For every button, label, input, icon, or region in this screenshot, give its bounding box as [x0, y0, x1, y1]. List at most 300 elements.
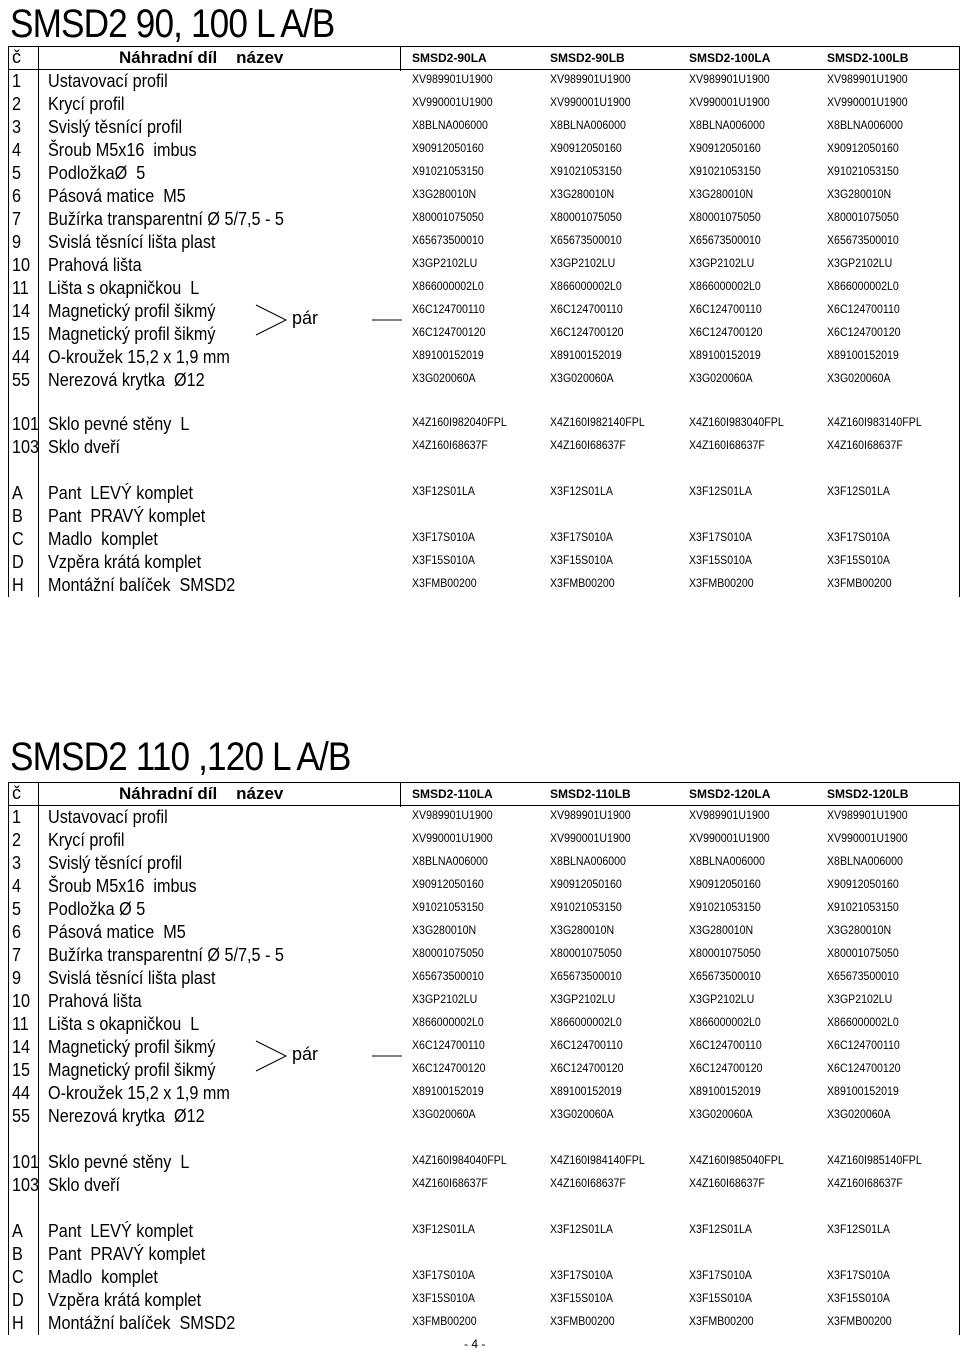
part-name: Krycí profil — [48, 830, 125, 850]
pair-bracket-icon — [254, 1038, 404, 1084]
part-code: XV990001U1900 — [412, 833, 493, 845]
table-header — [9, 783, 959, 806]
part-name: Pant LEVÝ komplet — [48, 483, 193, 503]
table-row — [9, 551, 959, 574]
part-code: X4Z160I68637F — [689, 440, 765, 452]
part-code: X91021053150 — [689, 166, 761, 178]
part-code: X80001075050 — [689, 212, 761, 224]
part-name: Krycí profil — [48, 94, 125, 114]
part-code: X3G020060A — [412, 1109, 476, 1121]
part-code: X89100152019 — [412, 350, 484, 362]
table-row — [9, 346, 959, 369]
part-code: X4Z160I984140FPL — [550, 1155, 645, 1167]
part-code: X65673500010 — [412, 971, 484, 983]
header-number-label: č — [12, 47, 21, 67]
part-code: X3F12S01LA — [689, 1224, 752, 1236]
table-row — [9, 277, 959, 300]
table-row — [9, 185, 959, 208]
part-name: Pásová matice M5 — [48, 186, 186, 206]
part-code: X8BLNA006000 — [827, 120, 903, 132]
part-code: X3G020060A — [550, 373, 614, 385]
part-code: XV989901U1900 — [412, 810, 493, 822]
part-code: X3G280010N — [827, 189, 892, 201]
part-number: 14 — [12, 1037, 31, 1057]
part-code: X6C124700120 — [689, 1063, 763, 1075]
part-code: X8BLNA006000 — [412, 856, 488, 868]
table-row — [9, 1220, 959, 1243]
part-code: X3F17S010A — [550, 532, 613, 544]
part-code: X3F15S010A — [689, 1293, 752, 1305]
part-code: X6C124700110 — [412, 304, 485, 316]
part-code: X3FMB00200 — [689, 1316, 754, 1328]
table-row — [9, 70, 959, 93]
part-name: Pásová matice M5 — [48, 922, 186, 942]
part-code: X3G020060A — [689, 1109, 753, 1121]
part-code: X4Z160I982040FPL — [412, 417, 507, 429]
part-name: Pant PRAVÝ komplet — [48, 1244, 206, 1264]
part-code: X91021053150 — [550, 166, 622, 178]
table-row — [9, 254, 959, 277]
part-code: X65673500010 — [412, 235, 484, 247]
part-code: X3F15S010A — [550, 1293, 613, 1305]
part-code: X6C124700120 — [412, 327, 486, 339]
table-row — [9, 1013, 959, 1036]
header-part-name-label: Náhradní díl název — [119, 784, 284, 803]
part-name: PodložkaØ 5 — [48, 163, 146, 183]
part-code: X3F17S010A — [689, 532, 752, 544]
part-code: X3FMB00200 — [689, 578, 754, 590]
part-code: X80001075050 — [550, 948, 622, 960]
part-code: X6C124700120 — [550, 1063, 624, 1075]
part-number: 44 — [12, 1083, 31, 1103]
part-code: X3GP2102LU — [689, 994, 755, 1006]
header-model-column: SMSD2-120LA — [689, 787, 771, 801]
part-code: X3GP2102LU — [550, 994, 616, 1006]
part-code: XV990001U1900 — [550, 97, 631, 109]
part-name: Sklo pevné stěny L — [48, 414, 190, 434]
part-code: X3G280010N — [412, 189, 477, 201]
part-name: Bužírka transparentní Ø 5/7,5 - 5 — [48, 209, 284, 229]
part-name: Prahová lišta — [48, 255, 142, 275]
part-name: Prahová lišta — [48, 991, 142, 1011]
part-code: X4Z160I984040FPL — [412, 1155, 507, 1167]
part-name: Svislá těsnící lišta plast — [48, 232, 216, 252]
part-number: 55 — [12, 1106, 31, 1126]
table-row — [9, 1312, 959, 1335]
part-code: X3F15S010A — [412, 555, 475, 567]
part-name: Magnetický profil šikmý — [48, 1060, 216, 1080]
part-code: X6C124700110 — [827, 304, 900, 316]
part-code: X3F12S01LA — [689, 486, 752, 498]
header-part-name-label: Náhradní díl název — [119, 48, 284, 67]
part-number: 5 — [12, 163, 22, 183]
part-code: X4Z160I68637F — [550, 1178, 626, 1190]
part-number: H — [12, 575, 24, 595]
part-name: Magnetický profil šikmý — [48, 1037, 216, 1057]
part-name: Sklo dveří — [48, 437, 121, 457]
part-code: X3F15S010A — [689, 555, 752, 567]
table-row — [9, 162, 959, 185]
part-name: Ustavovací profil — [48, 807, 168, 827]
part-code: X3F12S01LA — [827, 486, 890, 498]
part-code: X80001075050 — [689, 948, 761, 960]
part-code: X3G280010N — [689, 925, 754, 937]
table-row — [9, 323, 959, 346]
part-code: X90912050160 — [550, 143, 622, 155]
part-code: X866000002L0 — [550, 1017, 622, 1029]
part-number: 10 — [12, 991, 31, 1011]
part-code: X90912050160 — [689, 143, 761, 155]
part-code: X6C124700110 — [550, 1040, 623, 1052]
part-name: Pant LEVÝ komplet — [48, 1221, 193, 1241]
part-code: X65673500010 — [550, 971, 622, 983]
part-code: X6C124700110 — [689, 304, 762, 316]
part-code: X3FMB00200 — [827, 1316, 892, 1328]
part-name: Magnetický profil šikmý — [48, 301, 216, 321]
table-row — [9, 231, 959, 254]
part-code: X80001075050 — [827, 948, 899, 960]
table-row — [9, 116, 959, 139]
part-name: Vzpěra krátá komplet — [48, 552, 202, 572]
part-code: X4Z160I68637F — [827, 1178, 903, 1190]
table-row — [9, 1059, 959, 1082]
part-code: X90912050160 — [412, 879, 484, 891]
part-number: 7 — [12, 945, 22, 965]
part-code: X4Z160I983140FPL — [827, 417, 922, 429]
part-code: X8BLNA006000 — [689, 856, 765, 868]
part-code: X4Z160I983040FPL — [689, 417, 784, 429]
part-code: X91021053150 — [827, 166, 899, 178]
part-code: X3F15S010A — [827, 555, 890, 567]
part-code: X3G020060A — [827, 373, 891, 385]
page-number: - 4 - — [464, 1337, 486, 1351]
part-number: 5 — [12, 899, 22, 919]
part-number: 15 — [12, 324, 31, 344]
part-code: X91021053150 — [827, 902, 899, 914]
part-code: X3F17S010A — [412, 532, 475, 544]
part-code: XV989901U1900 — [689, 74, 770, 86]
table-row — [9, 829, 959, 852]
part-code: X65673500010 — [550, 235, 622, 247]
part-code: X90912050160 — [412, 143, 484, 155]
part-number: B — [12, 506, 23, 526]
part-code: X80001075050 — [550, 212, 622, 224]
part-number: 11 — [12, 1014, 29, 1034]
header-model-column: SMSD2-100LA — [689, 51, 771, 65]
part-name: O-kroužek 15,2 x 1,9 mm — [48, 1083, 230, 1103]
part-number: 101 — [12, 414, 40, 434]
pair-label: pár — [292, 308, 319, 328]
part-code: X4Z160I68637F — [550, 440, 626, 452]
part-name: Ustavovací profil — [48, 71, 168, 91]
part-code: X4Z160I985040FPL — [689, 1155, 784, 1167]
part-name: Sklo pevné stěny L — [48, 1152, 190, 1172]
table-row — [9, 898, 959, 921]
part-code: X3FMB00200 — [550, 1316, 615, 1328]
part-number: 101 — [12, 1152, 40, 1172]
part-code: XV989901U1900 — [412, 74, 493, 86]
part-code: X3F12S01LA — [412, 1224, 475, 1236]
part-number: 3 — [12, 117, 22, 137]
part-code: X866000002L0 — [689, 1017, 761, 1029]
table-row — [9, 139, 959, 162]
table-row — [9, 369, 959, 392]
part-code: X3F17S010A — [827, 532, 890, 544]
table-row — [9, 875, 959, 898]
part-code: XV990001U1900 — [550, 833, 631, 845]
part-code: X6C124700120 — [550, 327, 624, 339]
table-row — [9, 967, 959, 990]
part-number: H — [12, 1313, 24, 1333]
part-code: X6C124700120 — [689, 327, 763, 339]
table-row — [9, 1151, 959, 1174]
part-code: X90912050160 — [827, 879, 899, 891]
part-code: X89100152019 — [550, 350, 622, 362]
part-number: 44 — [12, 347, 31, 367]
part-number: 11 — [12, 278, 29, 298]
part-code: X4Z160I985140FPL — [827, 1155, 922, 1167]
table-row — [9, 1289, 959, 1312]
part-code: X3F12S01LA — [827, 1224, 890, 1236]
table-row — [9, 208, 959, 231]
part-code: X91021053150 — [550, 902, 622, 914]
part-code: X65673500010 — [689, 235, 761, 247]
part-code: X89100152019 — [689, 1086, 761, 1098]
table-row — [9, 921, 959, 944]
table-row — [9, 944, 959, 967]
part-code: X89100152019 — [689, 350, 761, 362]
part-code: X3FMB00200 — [412, 578, 477, 590]
table-row — [9, 528, 959, 551]
part-code: X90912050160 — [550, 879, 622, 891]
part-code: X3G020060A — [689, 373, 753, 385]
part-code: X3GP2102LU — [827, 994, 893, 1006]
part-code: X3FMB00200 — [412, 1316, 477, 1328]
part-code: X8BLNA006000 — [827, 856, 903, 868]
part-number: 2 — [12, 830, 22, 850]
part-number: 4 — [12, 140, 22, 160]
section-title: SMSD2 90, 100 L A/B — [10, 2, 335, 46]
part-code: X3GP2102LU — [412, 258, 478, 270]
part-code: X80001075050 — [412, 212, 484, 224]
part-code: X91021053150 — [412, 902, 484, 914]
part-number: 3 — [12, 853, 22, 873]
part-name: Lišta s okapničkou L — [48, 1014, 200, 1034]
table-row — [9, 93, 959, 116]
part-name: Svislá těsnící lišta plast — [48, 968, 216, 988]
part-code: XV989901U1900 — [689, 810, 770, 822]
part-code: X3F15S010A — [550, 555, 613, 567]
header-number-label: č — [12, 783, 21, 803]
part-number: 9 — [12, 232, 22, 252]
part-code: X3G280010N — [550, 925, 615, 937]
table-row — [9, 300, 959, 323]
table-row — [9, 852, 959, 875]
part-code: X6C124700120 — [827, 1063, 901, 1075]
part-code: X4Z160I68637F — [827, 440, 903, 452]
part-code: XV990001U1900 — [689, 833, 770, 845]
part-code: XV989901U1900 — [550, 74, 631, 86]
part-code: X8BLNA006000 — [689, 120, 765, 132]
part-code: X6C124700110 — [689, 1040, 762, 1052]
header-model-column: SMSD2-110LA — [412, 787, 493, 801]
part-number: 2 — [12, 94, 22, 114]
part-number: B — [12, 1244, 23, 1264]
part-name: Montážní balíček SMSD2 — [48, 1313, 236, 1333]
part-number: 9 — [12, 968, 22, 988]
part-number: D — [12, 1290, 24, 1310]
part-code: XV990001U1900 — [689, 97, 770, 109]
table-header — [9, 47, 959, 70]
part-code: X6C124700110 — [550, 304, 623, 316]
parts-table — [8, 46, 960, 597]
part-code: X3G280010N — [412, 925, 477, 937]
part-name: O-kroužek 15,2 x 1,9 mm — [48, 347, 230, 367]
part-name: Šroub M5x16 imbus — [48, 140, 197, 160]
part-number: 4 — [12, 876, 22, 896]
part-name: Nerezová krytka Ø12 — [48, 370, 205, 390]
part-code: X3G020060A — [550, 1109, 614, 1121]
part-code: X8BLNA006000 — [550, 120, 626, 132]
part-number: 1 — [12, 807, 22, 827]
header-model-column: SMSD2-90LB — [550, 51, 625, 65]
part-number: 14 — [12, 301, 31, 321]
table-row — [9, 413, 959, 436]
part-number: 103 — [12, 1175, 40, 1195]
part-code: X89100152019 — [827, 350, 899, 362]
part-code: X90912050160 — [689, 879, 761, 891]
part-number: A — [12, 1221, 23, 1241]
part-code: X65673500010 — [827, 971, 899, 983]
part-name: Magnetický profil šikmý — [48, 324, 216, 344]
table-row — [9, 574, 959, 597]
part-code: X3F17S010A — [827, 1270, 890, 1282]
part-code: X4Z160I982140FPL — [550, 417, 645, 429]
part-code: X89100152019 — [550, 1086, 622, 1098]
part-code: X866000002L0 — [827, 281, 899, 293]
table-row — [9, 1036, 959, 1059]
part-name: Madlo komplet — [48, 529, 158, 549]
part-code: X6C124700120 — [827, 327, 901, 339]
part-code: X3GP2102LU — [550, 258, 616, 270]
part-code: X90912050160 — [827, 143, 899, 155]
part-name: Šroub M5x16 imbus — [48, 876, 197, 896]
part-code: X866000002L0 — [689, 281, 761, 293]
part-code: X3F17S010A — [550, 1270, 613, 1282]
part-code: X3F15S010A — [827, 1293, 890, 1305]
part-code: X866000002L0 — [412, 281, 484, 293]
part-code: X80001075050 — [412, 948, 484, 960]
part-code: X3GP2102LU — [412, 994, 478, 1006]
part-name: Vzpěra krátá komplet — [48, 1290, 202, 1310]
part-code: X866000002L0 — [412, 1017, 484, 1029]
part-code: X8BLNA006000 — [550, 856, 626, 868]
part-number: 6 — [12, 186, 22, 206]
part-name: Svislý těsnící profil — [48, 853, 183, 873]
part-code: X4Z160I68637F — [412, 1178, 488, 1190]
part-code: X3F12S01LA — [550, 486, 613, 498]
part-code: X6C124700120 — [412, 1063, 486, 1075]
table-row — [9, 482, 959, 505]
part-name: Lišta s okapničkou L — [48, 278, 200, 298]
part-number: 10 — [12, 255, 31, 275]
part-code: X65673500010 — [827, 235, 899, 247]
part-code: XV989901U1900 — [827, 810, 908, 822]
part-code: X6C124700110 — [827, 1040, 900, 1052]
part-code: X866000002L0 — [550, 281, 622, 293]
part-code: X65673500010 — [689, 971, 761, 983]
table-row — [9, 436, 959, 459]
part-name: Podložka Ø 5 — [48, 899, 146, 919]
part-code: X89100152019 — [827, 1086, 899, 1098]
part-code: X3F12S01LA — [550, 1224, 613, 1236]
part-number: C — [12, 1267, 24, 1287]
part-code: X3F17S010A — [412, 1270, 475, 1282]
part-code: X3F15S010A — [412, 1293, 475, 1305]
pair-label: pár — [292, 1044, 319, 1064]
part-code: XV989901U1900 — [827, 74, 908, 86]
part-code: X4Z160I68637F — [412, 440, 488, 452]
part-code: X6C124700110 — [412, 1040, 485, 1052]
parts-table — [8, 782, 960, 1335]
header-model-column: SMSD2-120LB — [827, 787, 909, 801]
part-code: X3FMB00200 — [827, 578, 892, 590]
section-title: SMSD2 110 ,120 L A/B — [10, 735, 351, 779]
part-name: Nerezová krytka Ø12 — [48, 1106, 205, 1126]
part-code: X3G020060A — [827, 1109, 891, 1121]
table-row — [9, 1082, 959, 1105]
table-row — [9, 1266, 959, 1289]
part-number: 6 — [12, 922, 22, 942]
table-row — [9, 1174, 959, 1197]
header-model-column: SMSD2-90LA — [412, 51, 487, 65]
part-number: A — [12, 483, 23, 503]
table-row — [9, 1243, 959, 1266]
part-number: 15 — [12, 1060, 31, 1080]
part-code: X3FMB00200 — [550, 578, 615, 590]
part-code: X91021053150 — [689, 902, 761, 914]
header-model-column: SMSD2-110LB — [550, 787, 631, 801]
part-number: D — [12, 552, 24, 572]
part-code: X89100152019 — [412, 1086, 484, 1098]
part-name: Pant PRAVÝ komplet — [48, 506, 206, 526]
part-code: X3F17S010A — [689, 1270, 752, 1282]
part-code: XV990001U1900 — [827, 97, 908, 109]
part-code: X3G280010N — [689, 189, 754, 201]
part-number: C — [12, 529, 24, 549]
part-number: 1 — [12, 71, 22, 91]
part-name: Sklo dveří — [48, 1175, 121, 1195]
part-code: X3G280010N — [550, 189, 615, 201]
table-row — [9, 990, 959, 1013]
part-code: X3GP2102LU — [827, 258, 893, 270]
part-code: XV990001U1900 — [827, 833, 908, 845]
header-model-column: SMSD2-100LB — [827, 51, 909, 65]
part-code: X80001075050 — [827, 212, 899, 224]
pair-bracket-icon — [254, 302, 404, 348]
part-code: X866000002L0 — [827, 1017, 899, 1029]
part-code: X8BLNA006000 — [412, 120, 488, 132]
part-name: Svislý těsnící profil — [48, 117, 183, 137]
part-name: Bužírka transparentní Ø 5/7,5 - 5 — [48, 945, 284, 965]
part-code: X3F12S01LA — [412, 486, 475, 498]
part-number: 7 — [12, 209, 22, 229]
part-number: 55 — [12, 370, 31, 390]
part-name: Madlo komplet — [48, 1267, 158, 1287]
part-code: X91021053150 — [412, 166, 484, 178]
part-code: X3G020060A — [412, 373, 476, 385]
table-row — [9, 505, 959, 528]
